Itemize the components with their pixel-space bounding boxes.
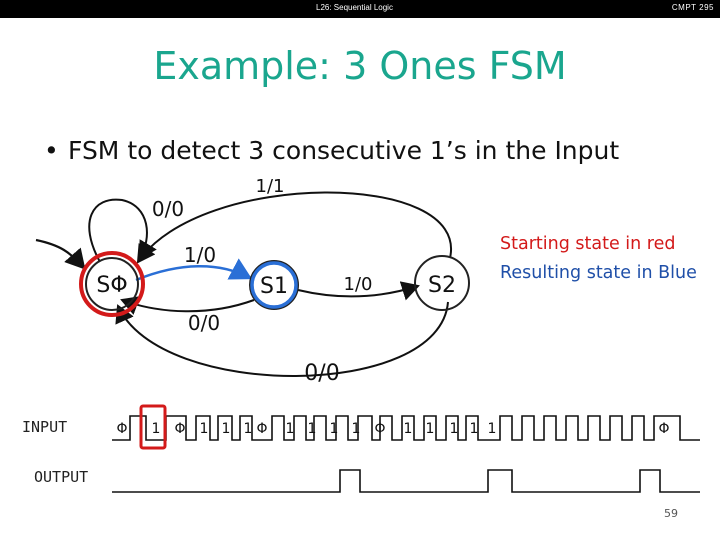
input-bit: 1 — [329, 421, 339, 437]
lecture-title: L26: Sequential Logic — [316, 3, 393, 12]
edge-label: 0/0 — [151, 197, 185, 221]
state-s1-label: S1 — [260, 274, 288, 299]
course-code: CMPT 295 — [671, 3, 714, 12]
input-bit: 1 — [307, 421, 317, 437]
input-bit: 1 — [487, 421, 497, 437]
input-bit: 1 — [425, 421, 435, 437]
input-bit: 1 — [351, 421, 361, 437]
output-waveform — [112, 470, 700, 492]
input-bit: 1 — [199, 421, 209, 437]
input-bit: 1 — [403, 421, 413, 437]
edge-s2-s0-bottom — [118, 302, 448, 376]
output-label: OUTPUT — [34, 468, 89, 486]
input-bit: 1 — [243, 421, 253, 437]
input-bits — [116, 421, 669, 437]
note-start-state: Starting state in red — [500, 234, 676, 254]
input-bit: Φ — [658, 421, 670, 437]
edge-label: 0/0 — [187, 311, 221, 335]
edge-label: 1/0 — [343, 274, 373, 295]
input-bit: 1 — [221, 421, 231, 437]
input-bit: 1 — [449, 421, 459, 437]
slide-title: Example: 3 Ones FSM — [153, 44, 567, 88]
state-s0-label: SΦ — [96, 273, 128, 298]
edge-s1-s0 — [122, 300, 254, 311]
input-bit: Φ — [256, 421, 268, 437]
input-bit: Φ — [174, 421, 186, 437]
start-arrow — [36, 240, 84, 268]
bullet-text: FSM to detect 3 consecutive 1’s in the Input — [68, 136, 620, 165]
edge-s0-s1 — [136, 266, 250, 280]
edge-label: 0/0 — [304, 361, 340, 386]
input-bit: 1 — [151, 421, 161, 437]
input-bit: Φ — [374, 421, 386, 437]
edge-label: 1/0 — [183, 243, 217, 267]
page-number: 59 — [664, 507, 678, 520]
state-s2-label: S2 — [428, 273, 456, 298]
input-bit: Φ — [116, 421, 128, 437]
input-bit: 1 — [285, 421, 295, 437]
input-label: INPUT — [22, 418, 68, 436]
legend-note — [500, 230, 710, 288]
edge-label: 1/1 — [255, 176, 285, 197]
bullet-dot: • — [44, 136, 59, 165]
note-result-state: Resulting state in Blue — [500, 263, 697, 283]
input-bit: 1 — [469, 421, 479, 437]
